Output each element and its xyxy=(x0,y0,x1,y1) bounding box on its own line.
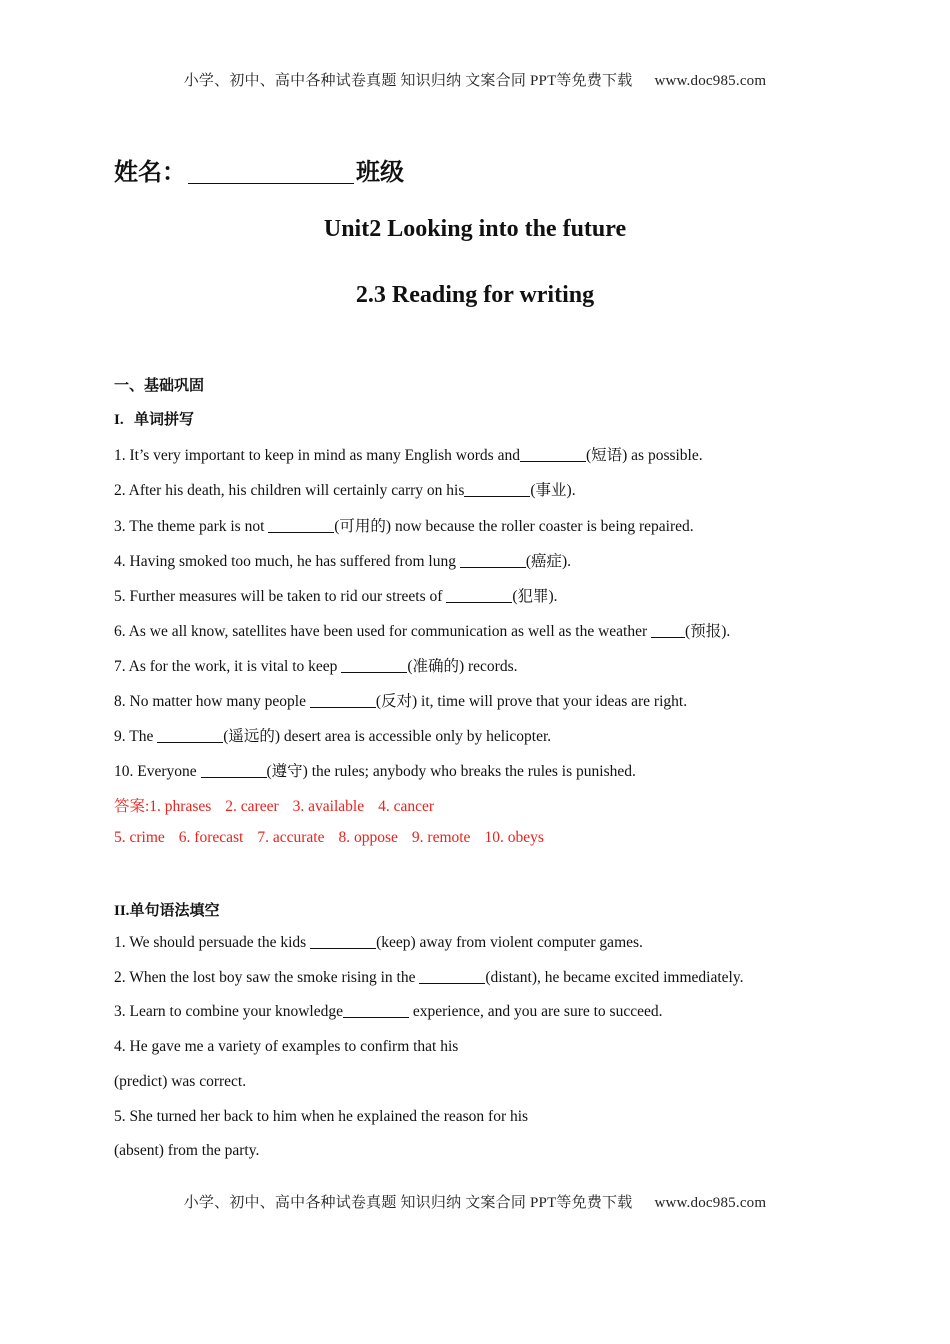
question-row xyxy=(114,549,571,571)
part1-heading-num: I. xyxy=(114,412,124,428)
footer-url[interactable]: www.doc985.com xyxy=(654,1195,767,1211)
answer-blank[interactable] xyxy=(268,518,334,533)
question-text: 3. Learn to combine your knowledge xyxy=(114,1003,343,1020)
answer-item: 8. oppose xyxy=(338,829,398,846)
answer-blank[interactable] xyxy=(310,934,376,949)
question-row xyxy=(114,969,743,987)
answer-blank[interactable] xyxy=(201,763,267,778)
question-text: 9. The xyxy=(114,728,158,745)
answer-item: 3. available xyxy=(292,798,365,815)
question-hint: (癌症). xyxy=(525,553,572,570)
question-text: 3. The theme park is not xyxy=(114,518,269,535)
answer-blank[interactable] xyxy=(446,588,512,603)
part1-heading xyxy=(114,408,194,429)
footer-text: 小学、初中、高中各种试卷真题 知识归纳 文案合同 PPT等免费下载 xyxy=(183,1195,633,1211)
question-hint: (可用的) now because the roller coaster is being repaired. xyxy=(334,518,694,535)
unit-title: Unit2 Looking into the future xyxy=(323,216,627,242)
part1-heading-text: 单词拼写 xyxy=(134,410,195,428)
question-hint: (短语) as possible. xyxy=(585,447,703,464)
question-hint: (遥远的) desert area is accessible only by helicopter. xyxy=(223,728,552,745)
question-text: 10. Everyone xyxy=(114,763,201,780)
question-text: 8. No matter how many people xyxy=(114,693,310,710)
question-text-post: experience, and you are sure to succeed. xyxy=(409,1003,663,1020)
header-text: 小学、初中、高中各种试卷真题 知识归纳 文案合同 PPT等免费下载 xyxy=(183,73,633,89)
answer-blank[interactable] xyxy=(310,693,376,708)
question-hint: (反对) it, time will prove that your ideas are right. xyxy=(375,693,688,710)
answer-blank[interactable] xyxy=(157,728,223,743)
answer-item: 4. cancer xyxy=(378,798,435,815)
question-text: 2. When the lost boy saw the smoke rising in the xyxy=(114,969,420,986)
question-row xyxy=(114,654,518,676)
answer-item: 5. crime xyxy=(114,829,165,846)
question-hint: (遵守) the rules; anybody who breaks the rules is punished. xyxy=(266,763,636,780)
question-text: 5. Further measures will be taken to rid our streets of xyxy=(114,588,447,605)
question-row xyxy=(114,443,703,465)
answer-item: 9. remote xyxy=(411,829,471,846)
answer-blank[interactable] xyxy=(464,482,530,497)
header-url[interactable]: www.doc985.com xyxy=(654,73,767,89)
page-header xyxy=(0,69,950,90)
name-blank[interactable] xyxy=(188,159,354,184)
question-row xyxy=(114,689,687,711)
answer-key-line1 xyxy=(114,794,448,816)
question-row xyxy=(114,759,636,781)
question-text: 1. It’s very important to keep in mind as many English words and xyxy=(114,447,520,464)
answer-key-line2 xyxy=(114,829,558,847)
question-hint: (犯罪). xyxy=(512,588,558,605)
name-class-line xyxy=(114,152,404,187)
section2-heading-text: 单句语法填空 xyxy=(129,901,220,919)
question-row xyxy=(114,724,551,746)
lesson-subtitle: 2.3 Reading for writing xyxy=(355,282,595,308)
answer-item: 10. obeys xyxy=(484,829,544,846)
question-text: 7. As for the work, it is vital to keep xyxy=(114,658,342,675)
question-hint: (keep) away from violent computer games. xyxy=(376,934,643,951)
section2-heading xyxy=(114,899,219,920)
question-hint: (distant), he became excited immediately. xyxy=(485,969,744,986)
question-row xyxy=(114,584,558,606)
page-footer xyxy=(0,1191,950,1212)
name-label: 姓名： xyxy=(114,158,186,186)
answer-blank[interactable] xyxy=(341,658,407,673)
question-row xyxy=(114,514,694,536)
question-text: 6. As we all know, satellites have been used for communication as well as the weather xyxy=(114,623,652,640)
section1-heading: 一、基础巩固 xyxy=(114,376,205,394)
question-row xyxy=(114,619,730,641)
question-row-continued: (predict) was correct. xyxy=(114,1073,247,1090)
answer-item: 答案:1. phrases xyxy=(114,798,212,815)
answer-item: 6. forecast xyxy=(178,829,244,846)
answer-item: 2. career xyxy=(225,798,279,815)
class-label: 班级 xyxy=(356,158,404,186)
question-row xyxy=(114,934,643,952)
question-hint: (准确的) records. xyxy=(407,658,518,675)
question-row xyxy=(114,478,576,500)
section2-heading-num: II. xyxy=(114,903,130,919)
answer-blank[interactable] xyxy=(343,1003,409,1018)
question-row: 4. He gave me a variety of examples to confirm that his xyxy=(114,1038,459,1055)
question-row xyxy=(114,1003,662,1021)
question-row: 5. She turned her back to him when he explained the reason for his xyxy=(114,1108,529,1125)
question-text: 1. We should persuade the kids xyxy=(114,934,311,951)
answer-blank[interactable] xyxy=(419,969,485,984)
question-row-continued: (absent) from the party. xyxy=(114,1142,260,1159)
question-text: 4. Having smoked too much, he has suffered from lung xyxy=(114,553,460,570)
question-hint: (事业). xyxy=(530,482,576,499)
question-text: 2. After his death, his children will certainly carry on his xyxy=(114,482,465,499)
answer-blank[interactable] xyxy=(460,553,526,568)
question-hint: (预报). xyxy=(685,623,731,640)
answer-blank[interactable] xyxy=(520,447,586,462)
answer-blank[interactable] xyxy=(651,623,685,638)
answer-item: 7. accurate xyxy=(257,829,325,846)
